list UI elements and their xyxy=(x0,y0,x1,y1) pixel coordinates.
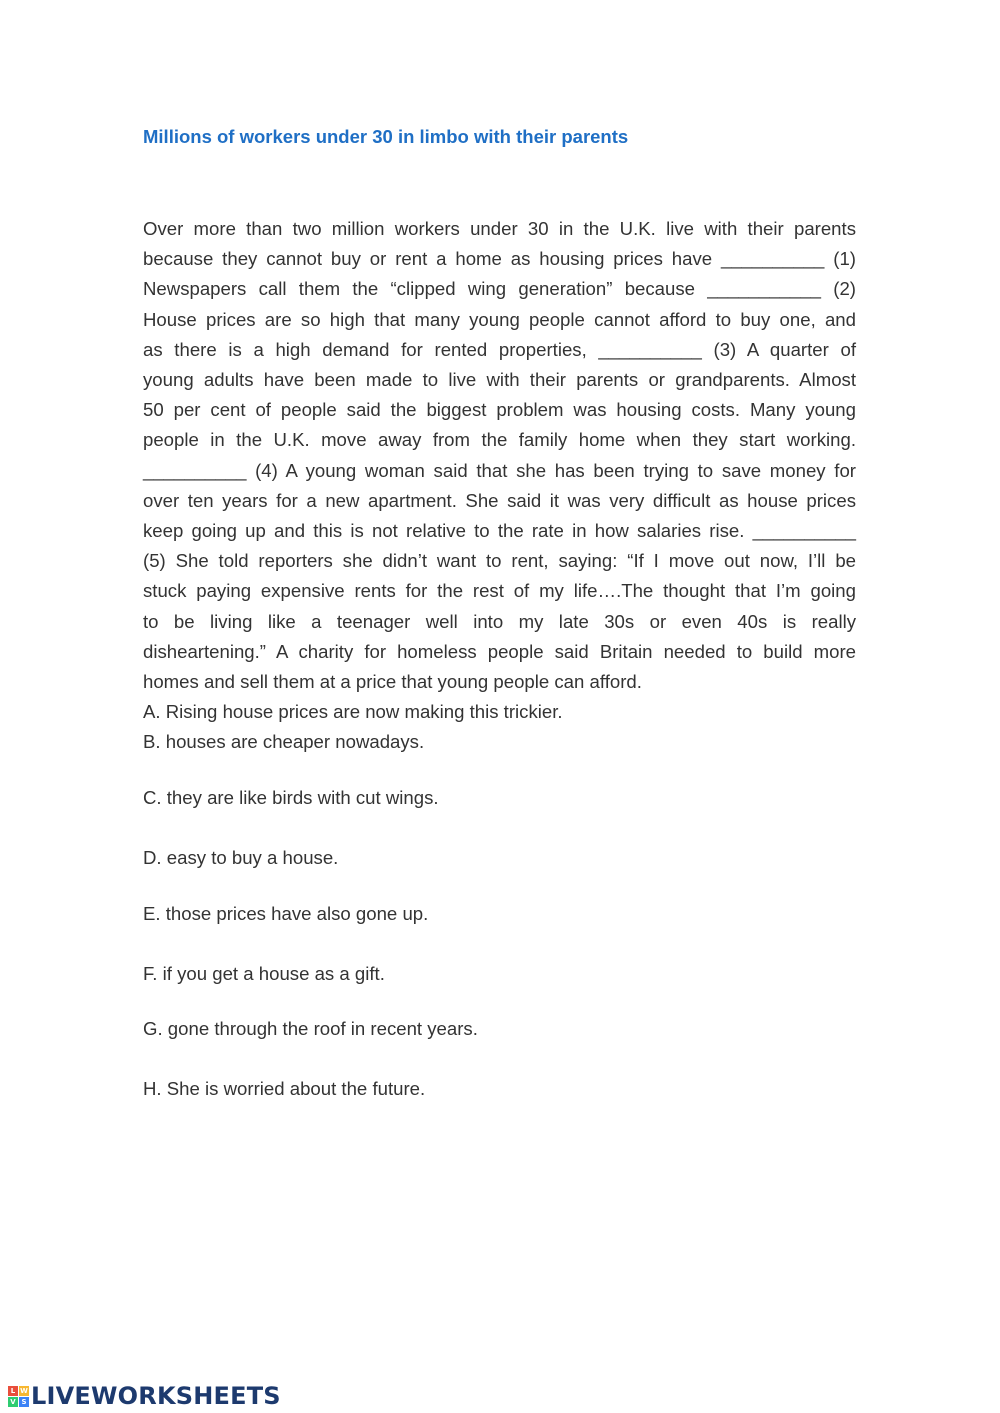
paragraph-line: over ten years for a new apartment. She said it was very difficult as house prices xyxy=(143,489,856,511)
paragraph-line: people in the U.K. move away from the family home when they start working. xyxy=(143,429,856,451)
answer-option-g: G. gone through the roof in recent years. xyxy=(143,1018,478,1039)
paragraph-line: __________ (4) A young woman said that she has been trying to save money for xyxy=(143,459,856,481)
logo-mark-icon xyxy=(8,1386,29,1407)
paragraph-line: young adults have been made to live with their parents or grandparents. Almost xyxy=(143,369,856,391)
paragraph-line: because they cannot buy or rent a home as housing prices have __________ (1) xyxy=(143,248,856,270)
page-title: Millions of workers under 30 in limbo with their parents xyxy=(143,126,629,147)
article-paragraph xyxy=(143,214,856,697)
logo-mark-cell: V xyxy=(8,1397,18,1407)
logo-text: LIVEWORKSHEETS xyxy=(31,1382,281,1410)
logo-mark-cell: W xyxy=(20,1386,28,1395)
paragraph-line: to be living like a teenager well into my late 30s or even 40s is really xyxy=(143,610,856,632)
answer-option-a: A. Rising house prices are now making this trickier. xyxy=(143,701,563,722)
paragraph-line: 50 per cent of people said the biggest problem was housing costs. Many young xyxy=(143,399,856,421)
liveworksheets-logo xyxy=(8,1381,281,1411)
logo-mark-cell: S xyxy=(19,1397,29,1407)
paragraph-line: House prices are so high that many young people cannot afford to buy one, and xyxy=(143,308,856,330)
logo-mark-cell: L xyxy=(8,1386,18,1396)
paragraph-line: (5) She told reporters she didn’t want to rent, saying: “If I move out now, I’ll be xyxy=(143,550,856,572)
answer-option-d: D. easy to buy a house. xyxy=(143,847,339,868)
answer-option-c: C. they are like birds with cut wings. xyxy=(143,787,439,808)
answer-option-h: H. She is worried about the future. xyxy=(143,1078,426,1099)
paragraph-line: stuck paying expensive rents for the rest of my life….The thought that I’m going xyxy=(143,580,856,602)
answer-option-b: B. houses are cheaper nowadays. xyxy=(143,731,425,752)
paragraph-line: homes and sell them at a price that young people can afford. xyxy=(143,671,642,693)
paragraph-line: Over more than two million workers under 30 in the U.K. live with their parents xyxy=(143,218,856,239)
answer-option-e: E. those prices have also gone up. xyxy=(143,903,429,924)
paragraph-line: keep going up and this is not relative to the rate in how salaries rise. __________ xyxy=(143,520,856,542)
paragraph-line: as there is a high demand for rented properties, __________ (3) A quarter of xyxy=(143,338,856,360)
paragraph-line: Newspapers call them the “clipped wing generation” because ___________ (2) xyxy=(143,278,856,300)
answer-option-f: F. if you get a house as a gift. xyxy=(143,963,385,984)
paragraph-line: disheartening.” A charity for homeless people said Britain needed to build more xyxy=(143,640,856,662)
